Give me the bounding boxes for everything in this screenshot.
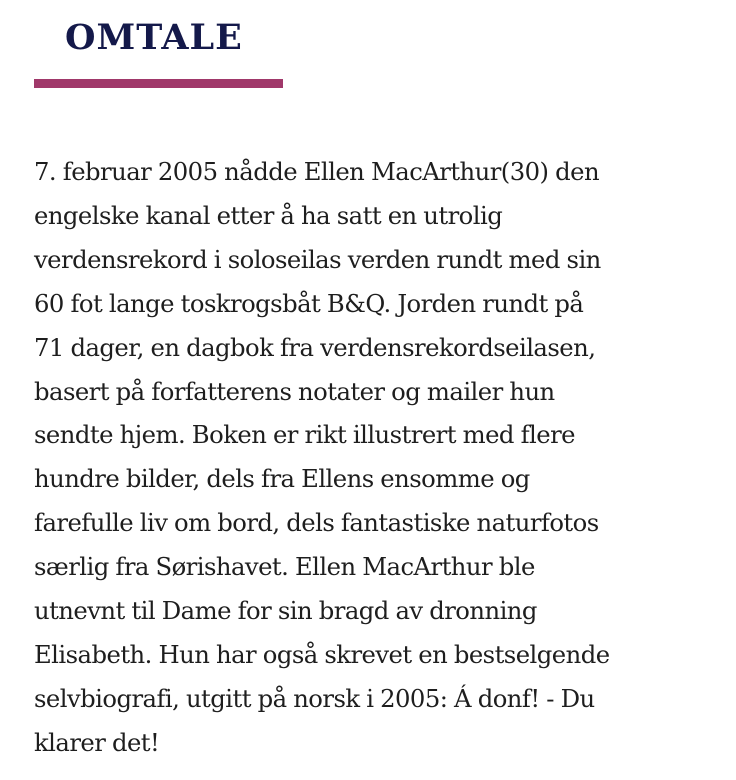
section-underline [34, 79, 283, 88]
review-line: 60 fot lange toskrogsbåt B&Q. Jorden rundt på [34, 288, 584, 318]
review-line: klarer det! [34, 727, 160, 757]
review-line: basert på forfatterens notater og mailer hun [34, 376, 555, 406]
review-line: sendte hjem. Boken er rikt illustrert med flere [34, 420, 575, 450]
review-line: verdensrekord i soloseilas verden rundt med sin [34, 244, 601, 274]
review-line: særlig fra Sørishavet. Ellen MacArthur ble [34, 552, 535, 582]
section-header [34, 14, 283, 88]
review-line: 71 dager, en dagbok fra verdensrekordseilasen, [34, 332, 596, 362]
review-line: selvbiografi, utgitt på norsk i 2005: Á donf! - Du [34, 683, 595, 713]
review-line: engelske kanal etter å ha satt en utrolig [34, 200, 503, 230]
review-line: Elisabeth. Hun har også skrevet en bestselgende [34, 639, 610, 669]
section-title: OMTALE [65, 17, 243, 58]
review-line: 7. februar 2005 nådde Ellen MacArthur(30) den [34, 157, 600, 186]
review-line: hundre bilder, dels fra Ellens ensomme og [34, 464, 530, 494]
review-line: farefulle liv om bord, dels fantastiske naturfotos [34, 508, 599, 538]
review-line: utnevnt til Dame for sin bragd av dronning [34, 596, 537, 626]
review-text [34, 150, 724, 765]
